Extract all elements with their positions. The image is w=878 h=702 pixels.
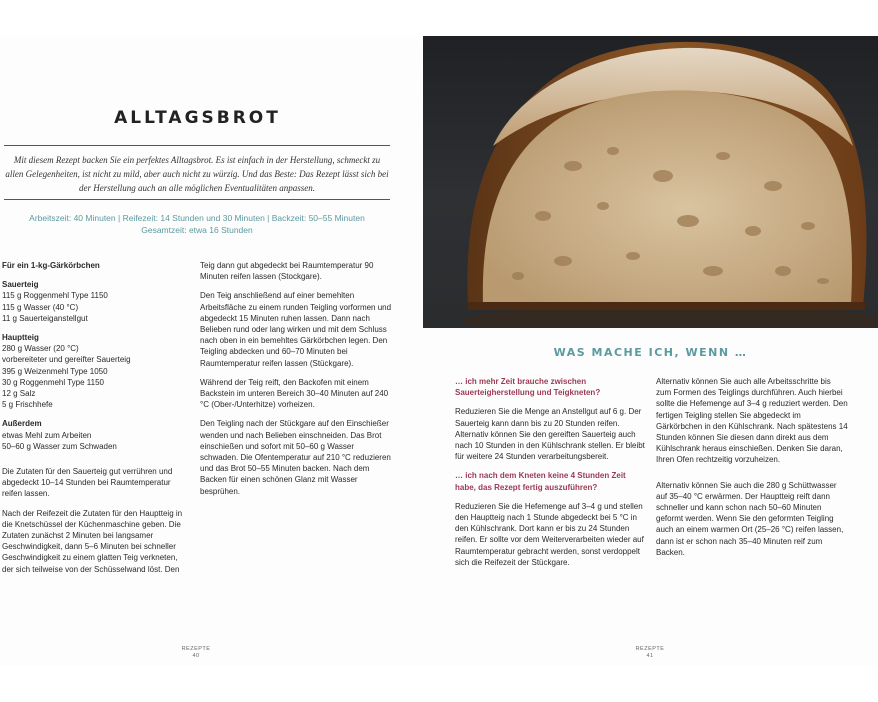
ingredient: 115 g Wasser (40 °C) [2, 302, 79, 312]
extras-heading: Außerdem [2, 419, 42, 429]
page-number: 40 [192, 653, 200, 659]
right-column-1 [455, 376, 645, 568]
ingredient: 115 g Roggenmehl Type 1150 [2, 291, 108, 301]
instruction-paragraph: Teig dann gut abgedeckt bei Raumtemperatur 90 Minuten reifen lassen (Stockgare). [200, 261, 374, 282]
recipe-title: ALLTAGSBROT [114, 108, 281, 128]
ingredient: 12 g Salz [2, 389, 36, 399]
ingredient: 395 g Weizenmehl Type 1050 [2, 366, 108, 376]
timing-info [4, 212, 390, 236]
sourdough-heading: Sauerteig [2, 280, 39, 290]
left-column-2 [200, 260, 394, 497]
page-number: 41 [646, 653, 654, 659]
timing-line-1: Arbeitszeit: 40 Minuten | Reifezeit: 14 Stunden und 30 Minuten | Backzeit: 50–55 Minuten [29, 213, 365, 223]
ingredient: 11 g Sauerteiganstellgut [2, 313, 88, 323]
ingredient: etwas Mehl zum Arbeiten [2, 430, 92, 440]
faq-heading: WAS MACHE ICH, WENN … [553, 346, 748, 359]
intro-rule-bottom [4, 199, 390, 200]
main-dough-heading: Hauptteig [2, 333, 39, 343]
ingredient: vorbereiteter und gereifter Sauerteig [2, 355, 131, 365]
title-rule-top [4, 145, 390, 146]
instruction-paragraph: Während der Teig reift, den Backofen mit einem Backstein im unteren Bereich 30–40 Minuten auf 240 °C (Ober-/Unterhitze) vorheizen. [200, 377, 389, 410]
ingredient: 30 g Roggenmehl Type 1150 [2, 377, 105, 387]
left-footer [166, 646, 226, 660]
left-page [0, 36, 423, 666]
right-footer [620, 646, 680, 660]
faq-answer: Alternativ können Sie auch die 280 g Schüttwasser auf 35–40 °C erwärmen. Der Hauptteig reift dann schneller und kann schon nach 50–60 Minuten geformt werden. Wenn Sie den geformten Teigling auch an einem warmen Ort (25–26 °C) reifen lassen, dann ist er schon nach 35–40 Minuten reif zum Backen. [656, 480, 844, 557]
ingredient: 5 g Frischhefe [2, 400, 53, 410]
faq-answer: Alternativ können Sie auch alle Arbeitsschritte bis zum Formen des Teiglings durchführen. Auch hierbei sollte die Hefemenge auf 3–4 g reduziert werden. Den fertigen Teigling stellen Sie abgedeckt im Gärkörbchen in den Kühlschrank. Nach spätestens 14 Stunden können Sie diesen dann direkt aus dem Kühlschrank heraus einschießen. Denken Sie daran, Ihren Ofen rechtzeitig vorzuheizen. [656, 377, 848, 465]
instruction-paragraph: Die Zutaten für den Sauerteig gut verrühren und abgedeckt 10–14 Stunden bei Raumtemperatur reifen lassen. [2, 467, 173, 499]
left-column-1 [2, 260, 188, 575]
right-column-2 [656, 376, 848, 558]
bread-image [423, 36, 878, 328]
instruction-paragraph: Nach der Reifezeit die Zutaten für den Hauptteig in die Knetschüssel der Küchenmaschine geben. Die Zutaten zunächst 2 Minuten bei langsamer Geschwindigkeit, dann 5–6 Minuten bei schneller Geschwindigkeit zu einem glatten Teig verkneten, der sich teilweise von der Schüsselwand löst. Den [2, 508, 183, 574]
footer-label: REZEPTE [635, 646, 665, 652]
intro-text: Mit diesem Rezept backen Sie ein perfektes Alltagsbrot. Es ist einfach in der Herstellung, schmeckt zu allen Gelegenheiten, ist nicht zu mild, aber auch nicht zu würzig. Und das Beste: Das Rezept lässt sich bei der Herstellung auch an alle möglichen Eventualitäten anpassen. [5, 155, 389, 193]
bread-photo [423, 36, 878, 328]
faq-answer: Reduzieren Sie die Hefemenge auf 3–4 g und stellen den Hauptteig nach 1 Stunde abgedeckt bei 5 °C in den Kühlschrank. Dort kann er bis zu 24 Stunden reifen. Er sollte vor dem Weiterverarbeiten wieder auf Raumtemperatur gebracht werden, sonst verdoppelt sich die Reifezeit der Stückgare. [455, 501, 644, 567]
right-page [423, 36, 878, 666]
ingredient: 50–60 g Wasser zum Schwaden [2, 441, 117, 451]
faq-answer: Reduzieren Sie die Menge an Anstellgut auf 6 g. Der Sauerteig kann dann bis zu 20 Stunden reifen. Alternativ können Sie den gereiften Sauerteig auch nach 10 Stunden in den Kühlschrank stellen. Er bleibt für weitere 24 Stunden verarbeitungsbereit. [455, 407, 645, 462]
footer-label: REZEPTE [181, 646, 211, 652]
instruction-paragraph: Den Teig anschließend auf einer bemehlten Arbeitsfläche zu einem runden Teigling vorformen und abgedeckt 15 Minuten ruhen lassen. Dann nach Belieben rund oder lang wirken und mit dem Schluss nach oben in ein bemehltes Gärkörbchen legen. Den Teigling abdecken und 60–70 Minuten bei Raumtemperatur reifen lassen (Stückgare). [200, 291, 392, 368]
instruction-paragraph: Den Teigling nach der Stückgare auf den Einschießer wenden und nach Belieben einschneiden. Das Brot einschießen und sofort mit 50–60 g Wasser schwaden. Die Ofentemperatur auf 210 °C reduzieren und das Brot 50–55 Minuten backen. Nach dem Backen für einen schönen Glanz mit Wasser besprühen. [200, 419, 391, 496]
ingredient: 280 g Wasser (20 °C) [2, 344, 79, 354]
faq-question: … ich nach dem Kneten keine 4 Stunden Zeit habe, das Rezept fertig auszuführen? [455, 471, 626, 492]
faq-question: … ich mehr Zeit brauche zwischen Sauerteigherstellung und Teigkneten? [455, 377, 601, 398]
basket-heading: Für ein 1-kg-Gärkörbchen [2, 261, 100, 270]
timing-line-2: Gesamtzeit: etwa 16 Stunden [141, 225, 253, 235]
